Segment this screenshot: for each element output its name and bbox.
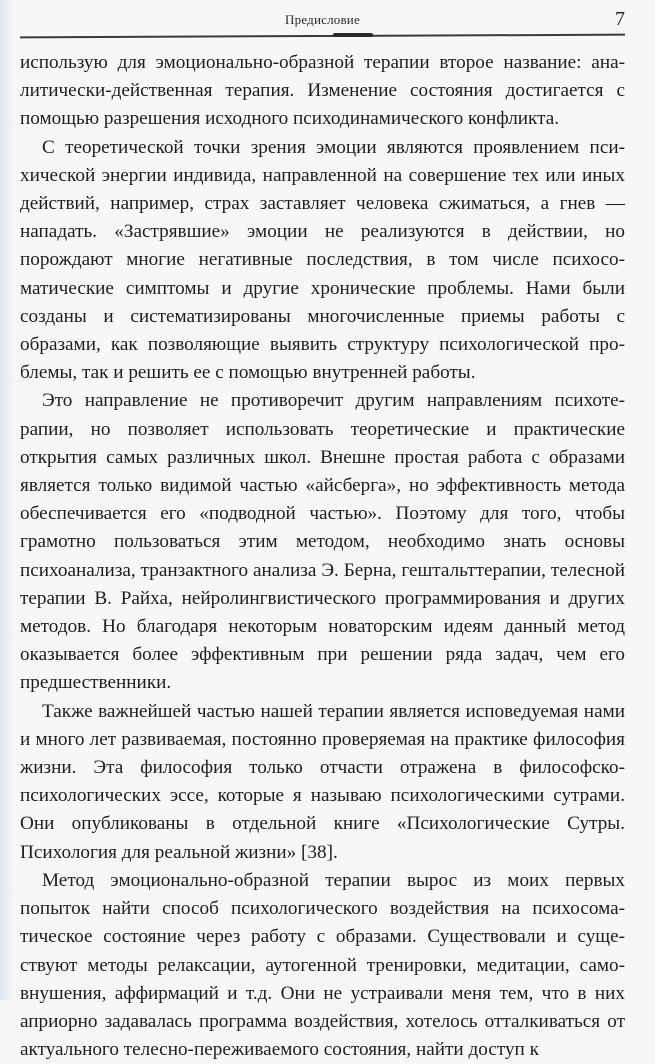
paragraph-philosophy: Также важнейшей частью нашей терапии является исповедуемая нами и много лет развиваемая, постоянно проверяемая на практике философия жизни. Эта философия только отчасти отражена в философско-психологических эссе, которые я называю психологическими сутрами. Они опубликованы в отдельной книге «Психологические Сутры. Психология для реальной жизни» [38]. <box>20 700 625 863</box>
paragraph-direction: Это направление не противоречит другим направлениям психотерапии, но позволяет использовать теоретические и практические открытия самых различных школ. Внешне простая работа с образами является только видимой частью «айсберга», но эффективность метода обеспечивается его «подводной частью». Поэтому для того, чтобы грамотно пользоваться этим методом, необходимо знать основы психоанализа, транзактного анализа Э. Берна, гештальттерапии, телесной терапии В. Райха, нейролингвистического программирования и других методов. Но благодаря некоторым новаторским идеям данный метод оказывается более эффективным при решении ряда задач, чем его предшественники. <box>20 390 625 694</box>
ornament-icon <box>333 33 373 37</box>
body-text <box>20 49 625 1064</box>
chapter-title: Предисловие <box>285 12 360 27</box>
paragraph-method-origin: Метод эмоционально-образной терапии вырос из моих первых попыток найти способ психологического воздействия на психосоматическое состояние через работу с образами. Существовали и существуют методы релаксации, аутогенной тренировки, медитации, самовнушения, аффирмаций и т.д. Они не устраивали меня тем, что в них априорно задавалась программа воздействия, хотелось отталкиваться от актуального телесно-переживаемого состояния, найти доступ к <box>20 869 625 1061</box>
running-header <box>20 6 625 36</box>
page-number: 7 <box>615 8 625 30</box>
paragraph-theory: С теоретической точки зрения эмоции являются проявлением психической энергии индивида, направленной на совершение тех или иных действий, например, страх заставляет человека сжиматься, а гнев — нападать. «Застрявшие» эмоции не реализуются в действии, но порождают многие негативные последствия, в том числе психосоматические симптомы и другие хронические проблемы. Нами были созданы и систематизированы многочисленные приемы работы с образами, как позволяющие выявить структуру психологической проблемы, так и решить ее с помощью внутренней работы. <box>20 136 625 384</box>
scan-edge-tint <box>0 0 14 1000</box>
header-rule-divider <box>20 34 625 38</box>
paragraph-continuation: использую для эмоционально-образной терапии второе название: аналитически-действенная терапия. Изменение состояния достигается с помощью разрешения исходного психодинамического конфликта. <box>20 52 625 130</box>
